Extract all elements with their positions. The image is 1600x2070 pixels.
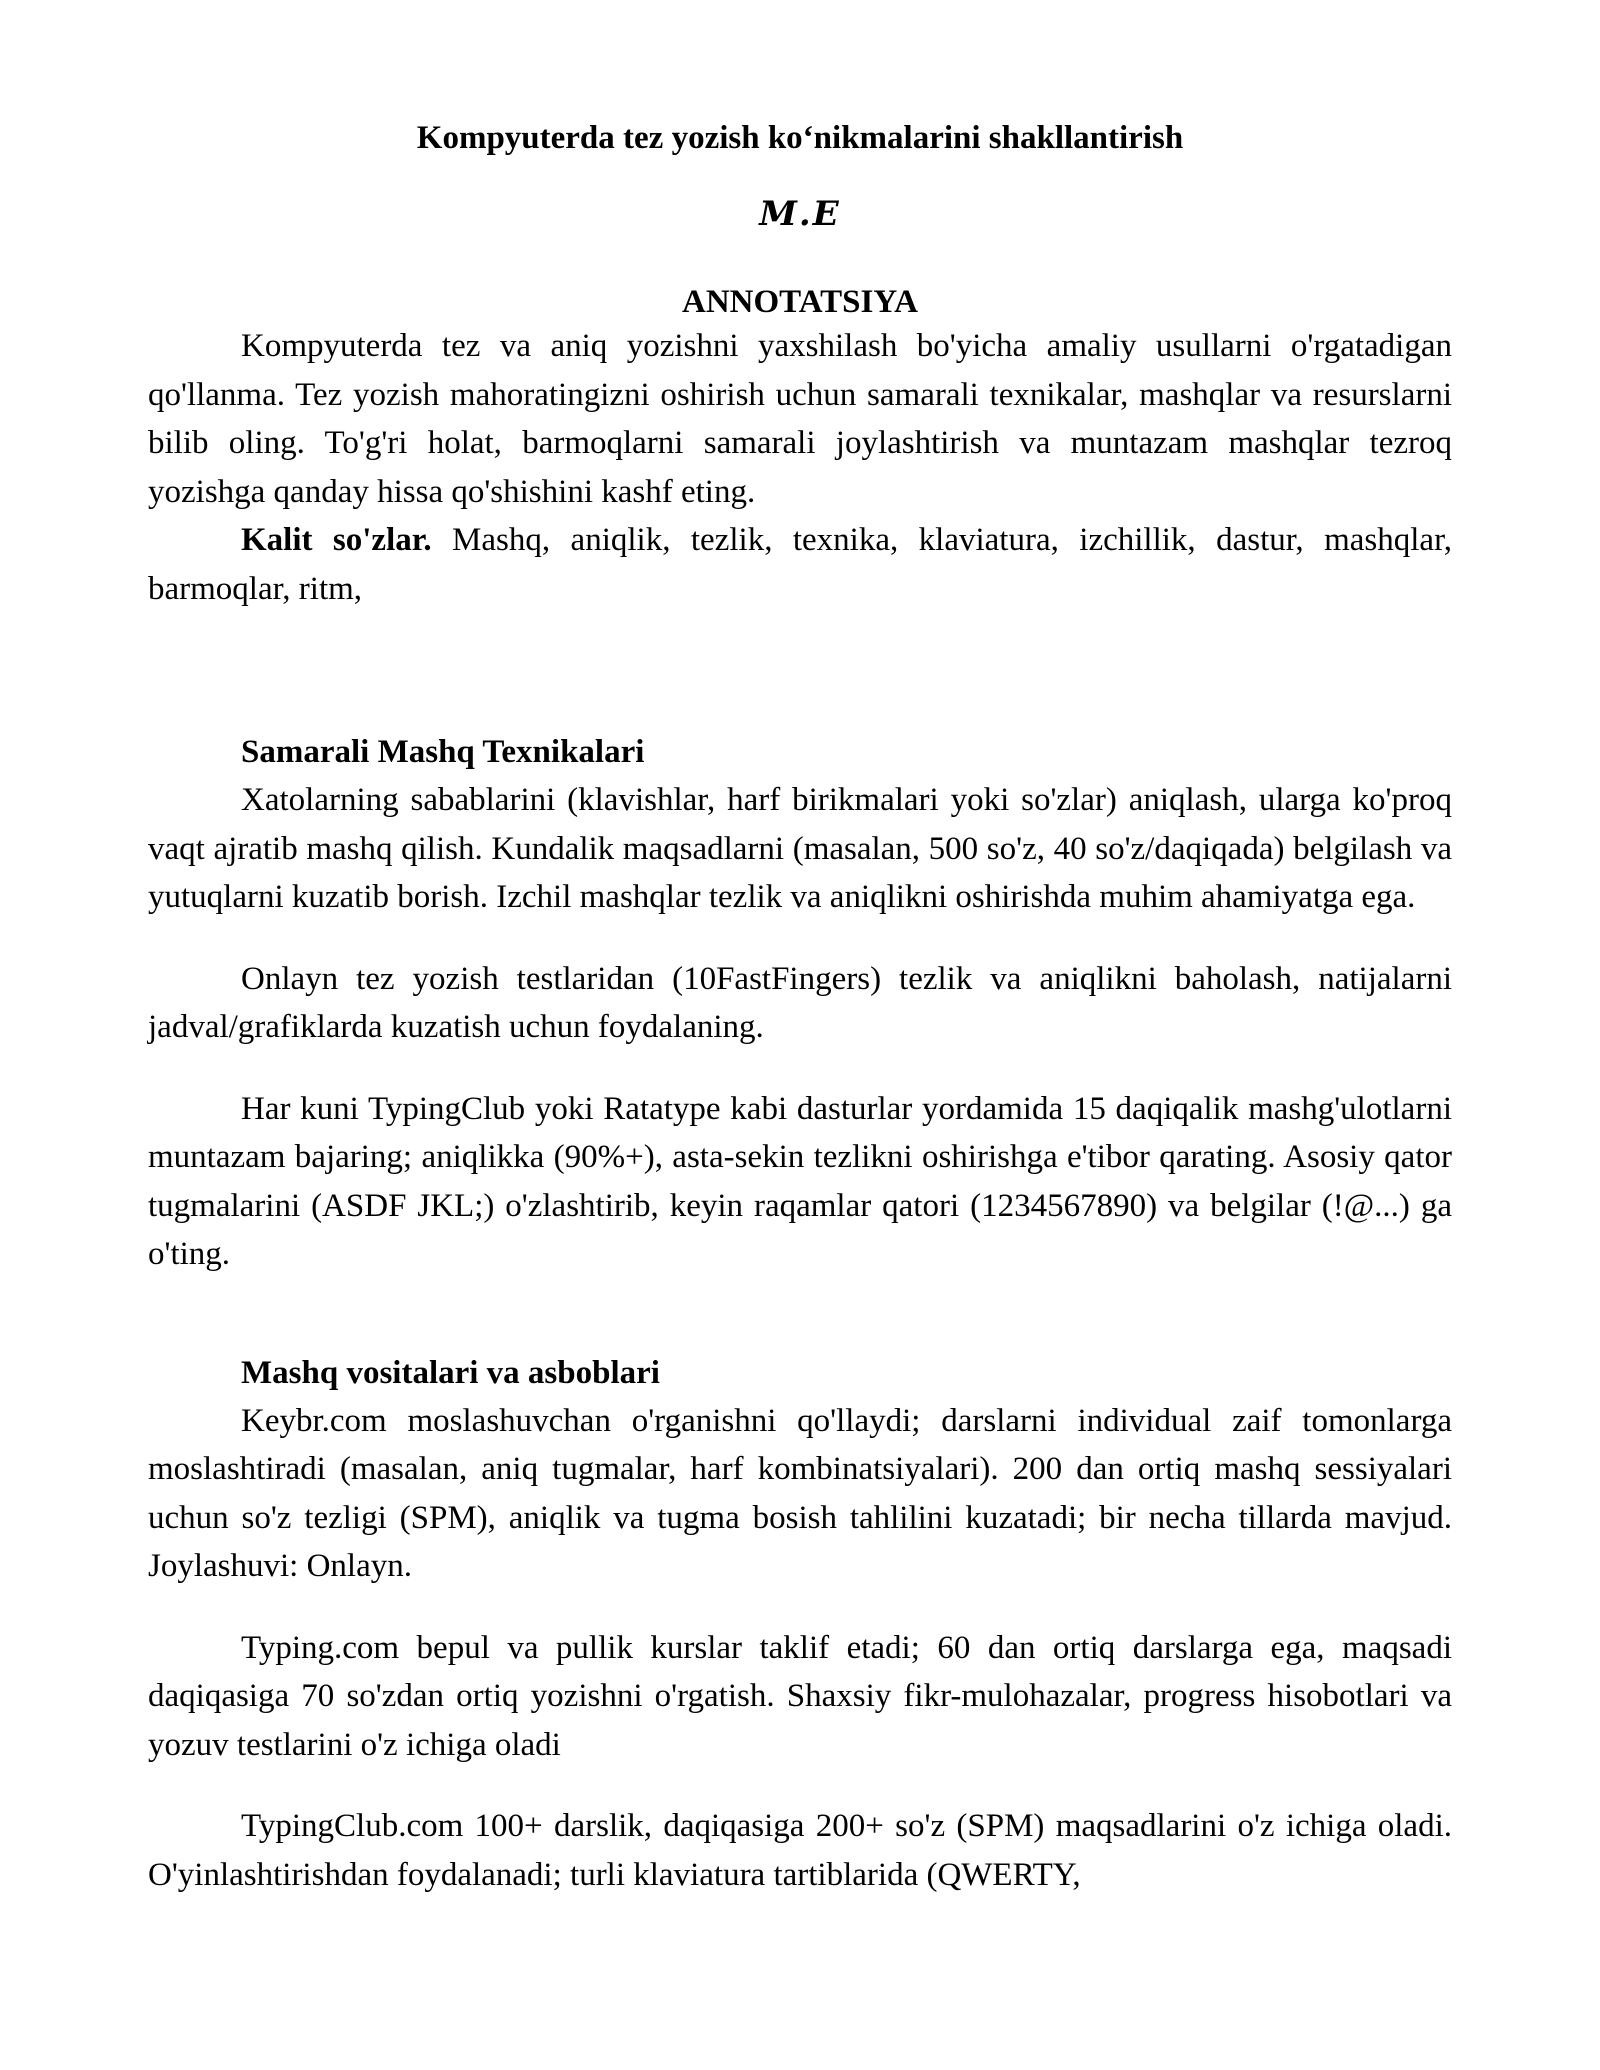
section2-paragraph: Keybr.com moslashuvchan o'rganishni qo'llaydi; darslarni individual zaif tomonlarga moslashtiradi (masalan, aniq tugmalar, harf kombinatsiyalari). 200 dan ortiq mashq sessiyalari uchun so'z tezligi (SPM), aniqlik va tugma bosish tahlilini kuzatadi; bir necha tillarda mavjud. Joylashuvi: Onlayn.: [148, 1402, 1452, 1584]
keywords-paragraph: [148, 516, 1452, 613]
section2-paragraph: TypingClub.com 100+ darslik, daqiqasiga 200+ so'z (SPM) maqsadlarini o'z ichiga oladi. O'yinlashtirishdan foydalanadi; turli klaviatura tartiblarida (QWERTY,: [148, 1808, 1452, 1893]
keywords-label: Kalit so'zlar.: [241, 522, 432, 558]
document-page: [148, 118, 1452, 1899]
section1-paragraph: Har kuni TypingClub yoki Ratatype kabi dasturlar yordamida 15 daqiqalik mashg'ulotlarni muntazam bajaring; aniqlikka (90%+), asta-sekin tezlikni oshirishga e'tibor qarating. Asosiy qator tugmalarini (ASDF JKL;) o'zlashtirib, keyin raqamlar qatori (1234567890) va belgilar (!@...) ga o'ting.: [148, 1090, 1452, 1272]
section1-paragraph: Xatolarning sabablarini (klavishlar, harf birikmalari yoki so'zlar) aniqlash, ularga ko'proq vaqt ajratib mashq qilish. Kundalik maqsadlarni (masalan, 500 so'z, 40 so'z/daqiqada) belgilash va yutuqlarni kuzatib borish. Izchil mashqlar tezlik va aniqlikni oshirishda muhim ahamiyatga ega.: [148, 782, 1452, 915]
author-signature: M.E: [759, 194, 841, 234]
section-heading-techniques: Samarali Mashq Texnikalari: [241, 734, 645, 770]
annotation-paragraph: Kompyuterda tez va aniq yozishni yaxshilash bo'yicha amaliy usullarni o'rgatadigan qo'llanma. Tez yozish mahoratingizni oshirish uchun samarali texnikalar, mashqlar va resurslarni bilib oling. To'g'ri holat, barmoqlarni samarali joylashtirish va muntazam mashqlar tezroq yozishga qanday hissa qo'shishini kashf eting.: [148, 328, 1452, 510]
section-heading-tools: Mashq vositalari va asboblari: [241, 1354, 660, 1391]
section2-paragraph: Typing.com bepul va pullik kurslar taklif etadi; 60 dan ortiq darslarga ega, maqsadi daqiqasiga 70 so'zdan ortiq yozishni o'rgatish. Shaxsiy fikr-mulohazalar, progress hisobotlari va yozuv testlarini o'z ichiga oladi: [148, 1629, 1452, 1763]
annotation-heading: ANNOTATSIYA: [682, 284, 918, 320]
keywords-text: Mashq, aniqlik, tezlik, texnika, klaviatura, izchillik, dastur, mashqlar, barmoqlar, ritm,: [148, 522, 1452, 607]
section1-paragraph: Onlayn tez yozish testlaridan (10FastFingers) tezlik va aniqlikni baholash, natijalarni jadval/grafiklarda kuzatish uchun foydalaning.: [148, 960, 1452, 1045]
document-title: Kompyuterda tez yozish ko‘nikmalarini shakllantirish: [416, 120, 1184, 156]
